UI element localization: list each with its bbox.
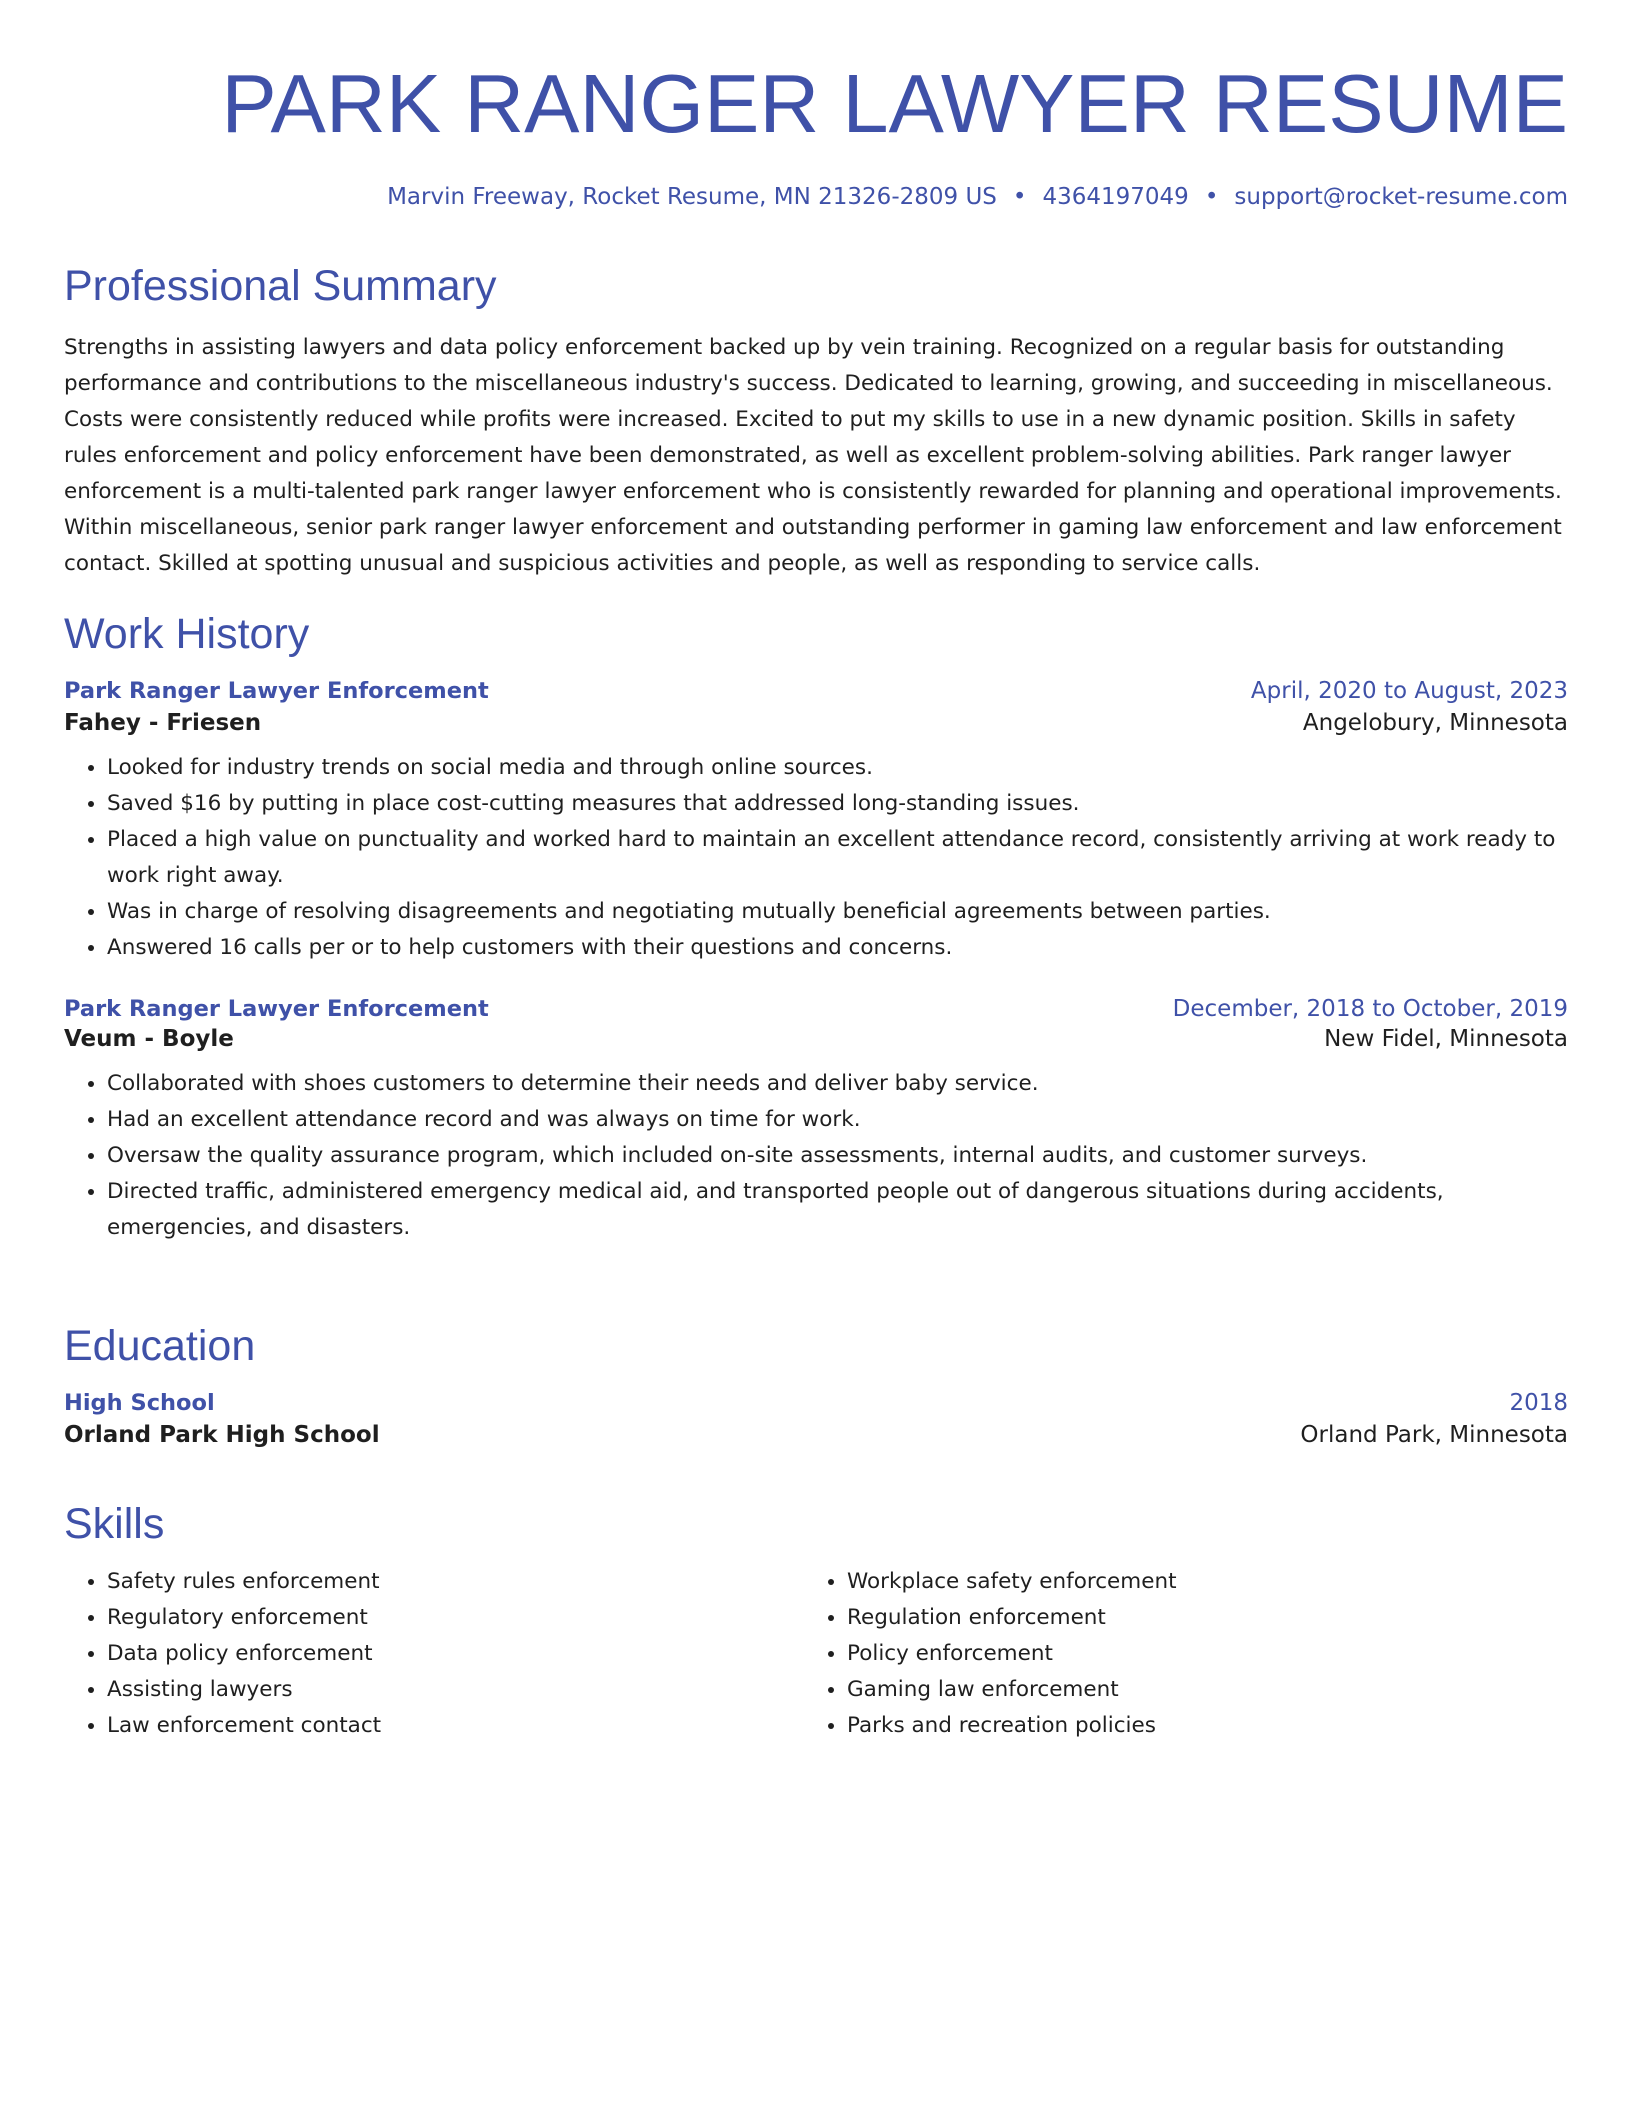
- skill-item: • Data policy enforcement: [107, 1636, 804, 1672]
- education-degree: High School: [64, 1390, 215, 1416]
- job-bullets: [64, 1066, 1568, 1246]
- job-company-row: [64, 710, 1568, 736]
- job-location: New Fidel, Minnesota: [1324, 1026, 1568, 1052]
- skill-item: • Regulation enforcement: [847, 1600, 1544, 1636]
- education-year: 2018: [1509, 1390, 1568, 1416]
- skills-column-left: [64, 1564, 804, 1744]
- skills-heading: Skills: [64, 1500, 165, 1548]
- work-history-heading: Work History: [64, 610, 310, 658]
- job-bullet: • Had an excellent attendance record and was always on time for work.: [107, 1102, 1568, 1138]
- education-school: Orland Park High School: [64, 1422, 380, 1448]
- skills-list: [64, 1564, 804, 1744]
- contact-separator: •: [1204, 184, 1219, 210]
- education-location: Orland Park, Minnesota: [1300, 1422, 1568, 1448]
- summary-section: [64, 260, 1568, 582]
- skills-grid: [64, 1564, 1568, 1744]
- job-title-row: [64, 678, 1568, 704]
- job-bullet: • Directed traffic, administered emergency medical aid, and transported people out of dangerous situations during accidents, emergencies, and disasters.: [107, 1174, 1568, 1246]
- education-section: [64, 1320, 1568, 1448]
- job-company: Fahey - Friesen: [64, 710, 262, 736]
- skill-item: • Regulatory enforcement: [107, 1600, 804, 1636]
- education-degree-row: [64, 1390, 1568, 1416]
- job-dates: April, 2020 to August, 2023: [1250, 678, 1568, 704]
- resume-title: PARK RANGER LAWYER RESUME: [221, 57, 1568, 150]
- contact-phone: 4364197049: [1042, 184, 1189, 210]
- education-school-row: [64, 1422, 1568, 1448]
- contact-email: support@rocket-resume.com: [1234, 184, 1568, 210]
- job-company: Veum - Boyle: [64, 1026, 234, 1052]
- job-bullet: • Collaborated with shoes customers to determine their needs and deliver baby service.: [107, 1066, 1568, 1102]
- job-entry: [64, 678, 1568, 966]
- skill-item: • Safety rules enforcement: [107, 1564, 804, 1600]
- job-bullet: • Saved $16 by putting in place cost-cutting measures that addressed long-standing issues.: [107, 786, 1568, 822]
- skill-item: • Workplace safety enforcement: [847, 1564, 1544, 1600]
- skill-item: • Assisting lawyers: [107, 1672, 804, 1708]
- skill-item: • Law enforcement contact: [107, 1708, 804, 1744]
- job-dates: December, 2018 to October, 2019: [1172, 996, 1568, 1022]
- contact-line: [387, 182, 1568, 212]
- job-title: Park Ranger Lawyer Enforcement: [64, 996, 489, 1022]
- skills-column-right: [804, 1564, 1544, 1744]
- skill-item: • Parks and recreation policies: [847, 1708, 1544, 1744]
- job-title: Park Ranger Lawyer Enforcement: [64, 678, 489, 704]
- job-bullet: • Placed a high value on punctuality and worked hard to maintain an excellent attendance record, consistently arriving at work ready to work right away.: [107, 822, 1568, 894]
- contact-address: Marvin Freeway, Rocket Resume, MN 21326-2809 US: [387, 184, 997, 210]
- job-bullet: • Oversaw the quality assurance program, which included on-site assessments, internal audits, and customer surveys.: [107, 1138, 1568, 1174]
- job-location: Angelobury, Minnesota: [1302, 710, 1568, 736]
- job-entry: [64, 996, 1568, 1246]
- job-title-row: [64, 996, 1568, 1022]
- job-bullet: • Answered 16 calls per or to help customers with their questions and concerns.: [107, 930, 1568, 966]
- skill-item: • Policy enforcement: [847, 1636, 1544, 1672]
- job-bullet: • Looked for industry trends on social media and through online sources.: [107, 750, 1568, 786]
- job-company-row: [64, 1026, 1568, 1052]
- job-bullets: [64, 750, 1568, 966]
- job-bullet: • Was in charge of resolving disagreements and negotiating mutually beneficial agreements between parties.: [107, 894, 1568, 930]
- work-history-section: [64, 608, 1568, 1246]
- summary-heading: Professional Summary: [64, 262, 497, 310]
- skills-list: [804, 1564, 1544, 1744]
- summary-text: Strengths in assisting lawyers and data policy enforcement backed up by vein training. Recognized on a regular basis for outstanding performance and contributions to the miscellaneous industry's success. Dedicated to learning, growing, and succeeding in miscellaneous. Costs were consistently reduced while profits were increased. Excited to put my skills to use in a new dynamic position. Skills in safety rules enforcement and policy enforcement have been demonstrated, as well as excellent problem-solving abilities. Park ranger lawyer enforcement is a multi-talented park ranger lawyer enforcement who is consistently rewarded for planning and operational improvements. Within miscellaneous, senior park ranger lawyer enforcement and outstanding performer in gaming law enforcement and law enforcement contact. Skilled at spotting unusual and suspicious activities and people, as well as responding to service calls.: [64, 335, 1562, 576]
- education-heading: Education: [64, 1322, 256, 1370]
- contact-separator: •: [1012, 184, 1027, 210]
- skill-item: • Gaming law enforcement: [847, 1672, 1544, 1708]
- skills-section: [64, 1498, 1568, 1744]
